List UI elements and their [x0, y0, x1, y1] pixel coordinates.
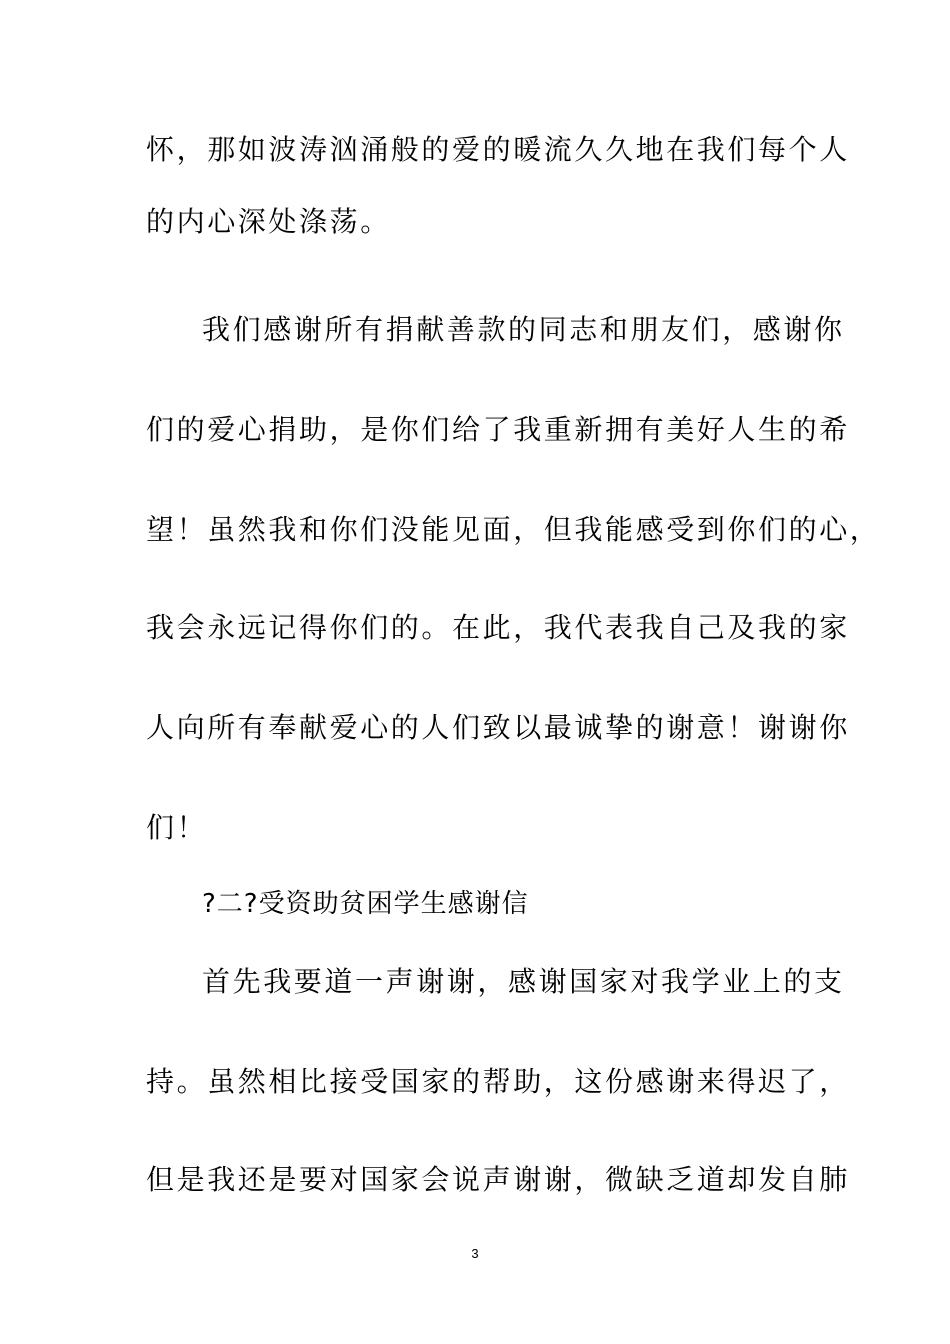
- text-line: 首先我要道一声谢谢，感谢国家对我学业上的支: [202, 965, 845, 998]
- text-line: 们的爱心捐助，是你们给了我重新拥有美好人生的希: [146, 413, 850, 446]
- text-line: 望！虽然我和你们没能见面，但我能感受到你们的心，: [146, 513, 881, 546]
- text-line: 我会永远记得你们的。在此，我代表我自己及我的家: [146, 611, 850, 644]
- text-line: 怀，那如波涛汹涌般的爱的暖流久久地在我们每个人: [146, 133, 850, 166]
- text-line: 们！: [146, 811, 208, 844]
- text-line: 的内心深处涤荡。: [146, 205, 391, 238]
- text-line: 但是我还是要对国家会说声谢谢，微缺乏道却发自肺: [146, 1163, 850, 1196]
- text-line: 持。虽然相比接受国家的帮助，这份感谢来得迟了，: [146, 1065, 850, 1098]
- text-line: 人向所有奉献爱心的人们致以最诚挚的谢意！谢谢你: [146, 711, 850, 744]
- text-line: 我们感谢所有捐献善款的同志和朋友们，感谢你: [202, 313, 845, 346]
- page-number: 3: [471, 1246, 479, 1261]
- section-heading: ?二?受资助贫困学生感谢信: [202, 889, 529, 919]
